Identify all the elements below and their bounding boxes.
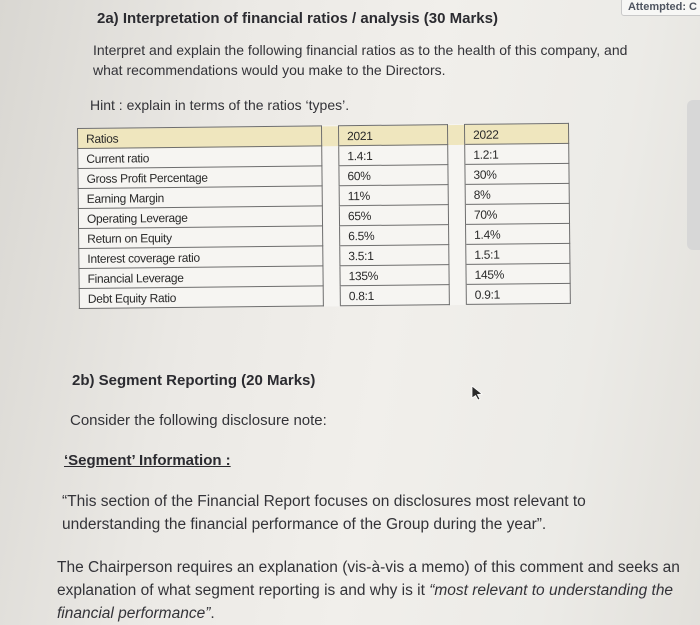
column-gap [449,244,466,264]
ratio-2022-cell: 30% [465,163,569,184]
ratio-name-cell: Current ratio [78,146,322,169]
column-gap [322,206,339,226]
ratio-2021-cell: 1.4:1 [339,145,448,166]
disclosure-quote: “This section of the Financial Report focuses on disclosures most relevant to understanding the financial performance of the Group during the year”. [62,493,586,533]
header-ratios: Ratios [78,126,322,149]
ratio-2022-cell: 1.4% [466,223,570,244]
ratio-2021-cell: 3.5:1 [340,245,449,266]
column-gap [448,204,465,224]
ratio-2021-cell: 65% [339,205,448,226]
question-2a-title: 2a) Interpretation of financial ratios / analysis (30 Marks) [97,10,498,27]
ratio-name-cell: Debt Equity Ratio [79,286,323,309]
mouse-pointer-icon [470,385,484,401]
column-gap [321,126,338,146]
memo-text-end: . [210,605,215,622]
consider-text: Consider the following disclosure note: [70,412,327,429]
attempted-badge: Attempted: C [621,0,700,16]
ratio-2022-cell: 8% [465,183,569,204]
ratio-2022-cell: 70% [465,203,569,224]
column-gap [448,164,465,184]
ratio-name-cell: Interest coverage ratio [79,246,323,269]
ratio-2021-cell: 6.5% [340,225,449,246]
ratio-2022-cell: 1.2:1 [465,143,569,164]
column-gap [447,124,464,144]
ratios-table-body [78,123,571,308]
ratio-name-cell: Operating Leverage [78,206,322,229]
ratio-2022-cell: 1.5:1 [466,243,570,264]
column-gap [449,284,466,304]
ratio-name-cell: Gross Profit Percentage [78,166,322,189]
ratio-name-cell: Return on Equity [79,226,323,249]
ratio-2022-cell: 145% [466,263,570,284]
ratio-2021-cell: 60% [339,165,448,186]
column-gap [322,186,339,206]
header-2021: 2021 [338,125,447,146]
memo-emphasis: “most relevant to understanding the financial performance” [57,582,674,622]
column-gap [322,146,339,166]
ratio-2021-cell: 11% [339,185,448,206]
column-gap [323,286,340,306]
ratios-table [77,123,571,309]
memo-text-start: The Chairperson requires an explanation (vis-à-vis a memo) of this comment and seeks an explanation of what segment reporting is and why is it [57,559,680,599]
column-gap [323,226,340,246]
scrollbar[interactable] [687,100,700,250]
question-2b-title: 2b) Segment Reporting (20 Marks) [72,372,316,389]
column-gap [448,184,465,204]
column-gap [323,266,340,286]
ratio-2021-cell: 135% [340,265,449,286]
column-gap [449,224,466,244]
column-gap [322,166,339,186]
ratio-name-cell: Earning Margin [78,186,322,209]
memo-request-text [57,556,687,625]
ratio-name-cell: Financial Leverage [79,266,323,289]
hint-text: Hint : explain in terms of the ratios ‘types’. [90,97,350,113]
ratio-2022-cell: 0.9:1 [466,283,570,304]
segment-information-heading: ‘Segment’ Information : [64,452,231,469]
table-row [79,283,570,308]
question-2a-instructions: Interpret and explain the following financial ratios as to the health of this company, and what recommendations would you make to the Directors. [93,42,628,78]
column-gap [448,144,465,164]
header-2022: 2022 [464,123,568,144]
column-gap [323,246,340,266]
ratio-2021-cell: 0.8:1 [340,285,449,306]
column-gap [449,264,466,284]
